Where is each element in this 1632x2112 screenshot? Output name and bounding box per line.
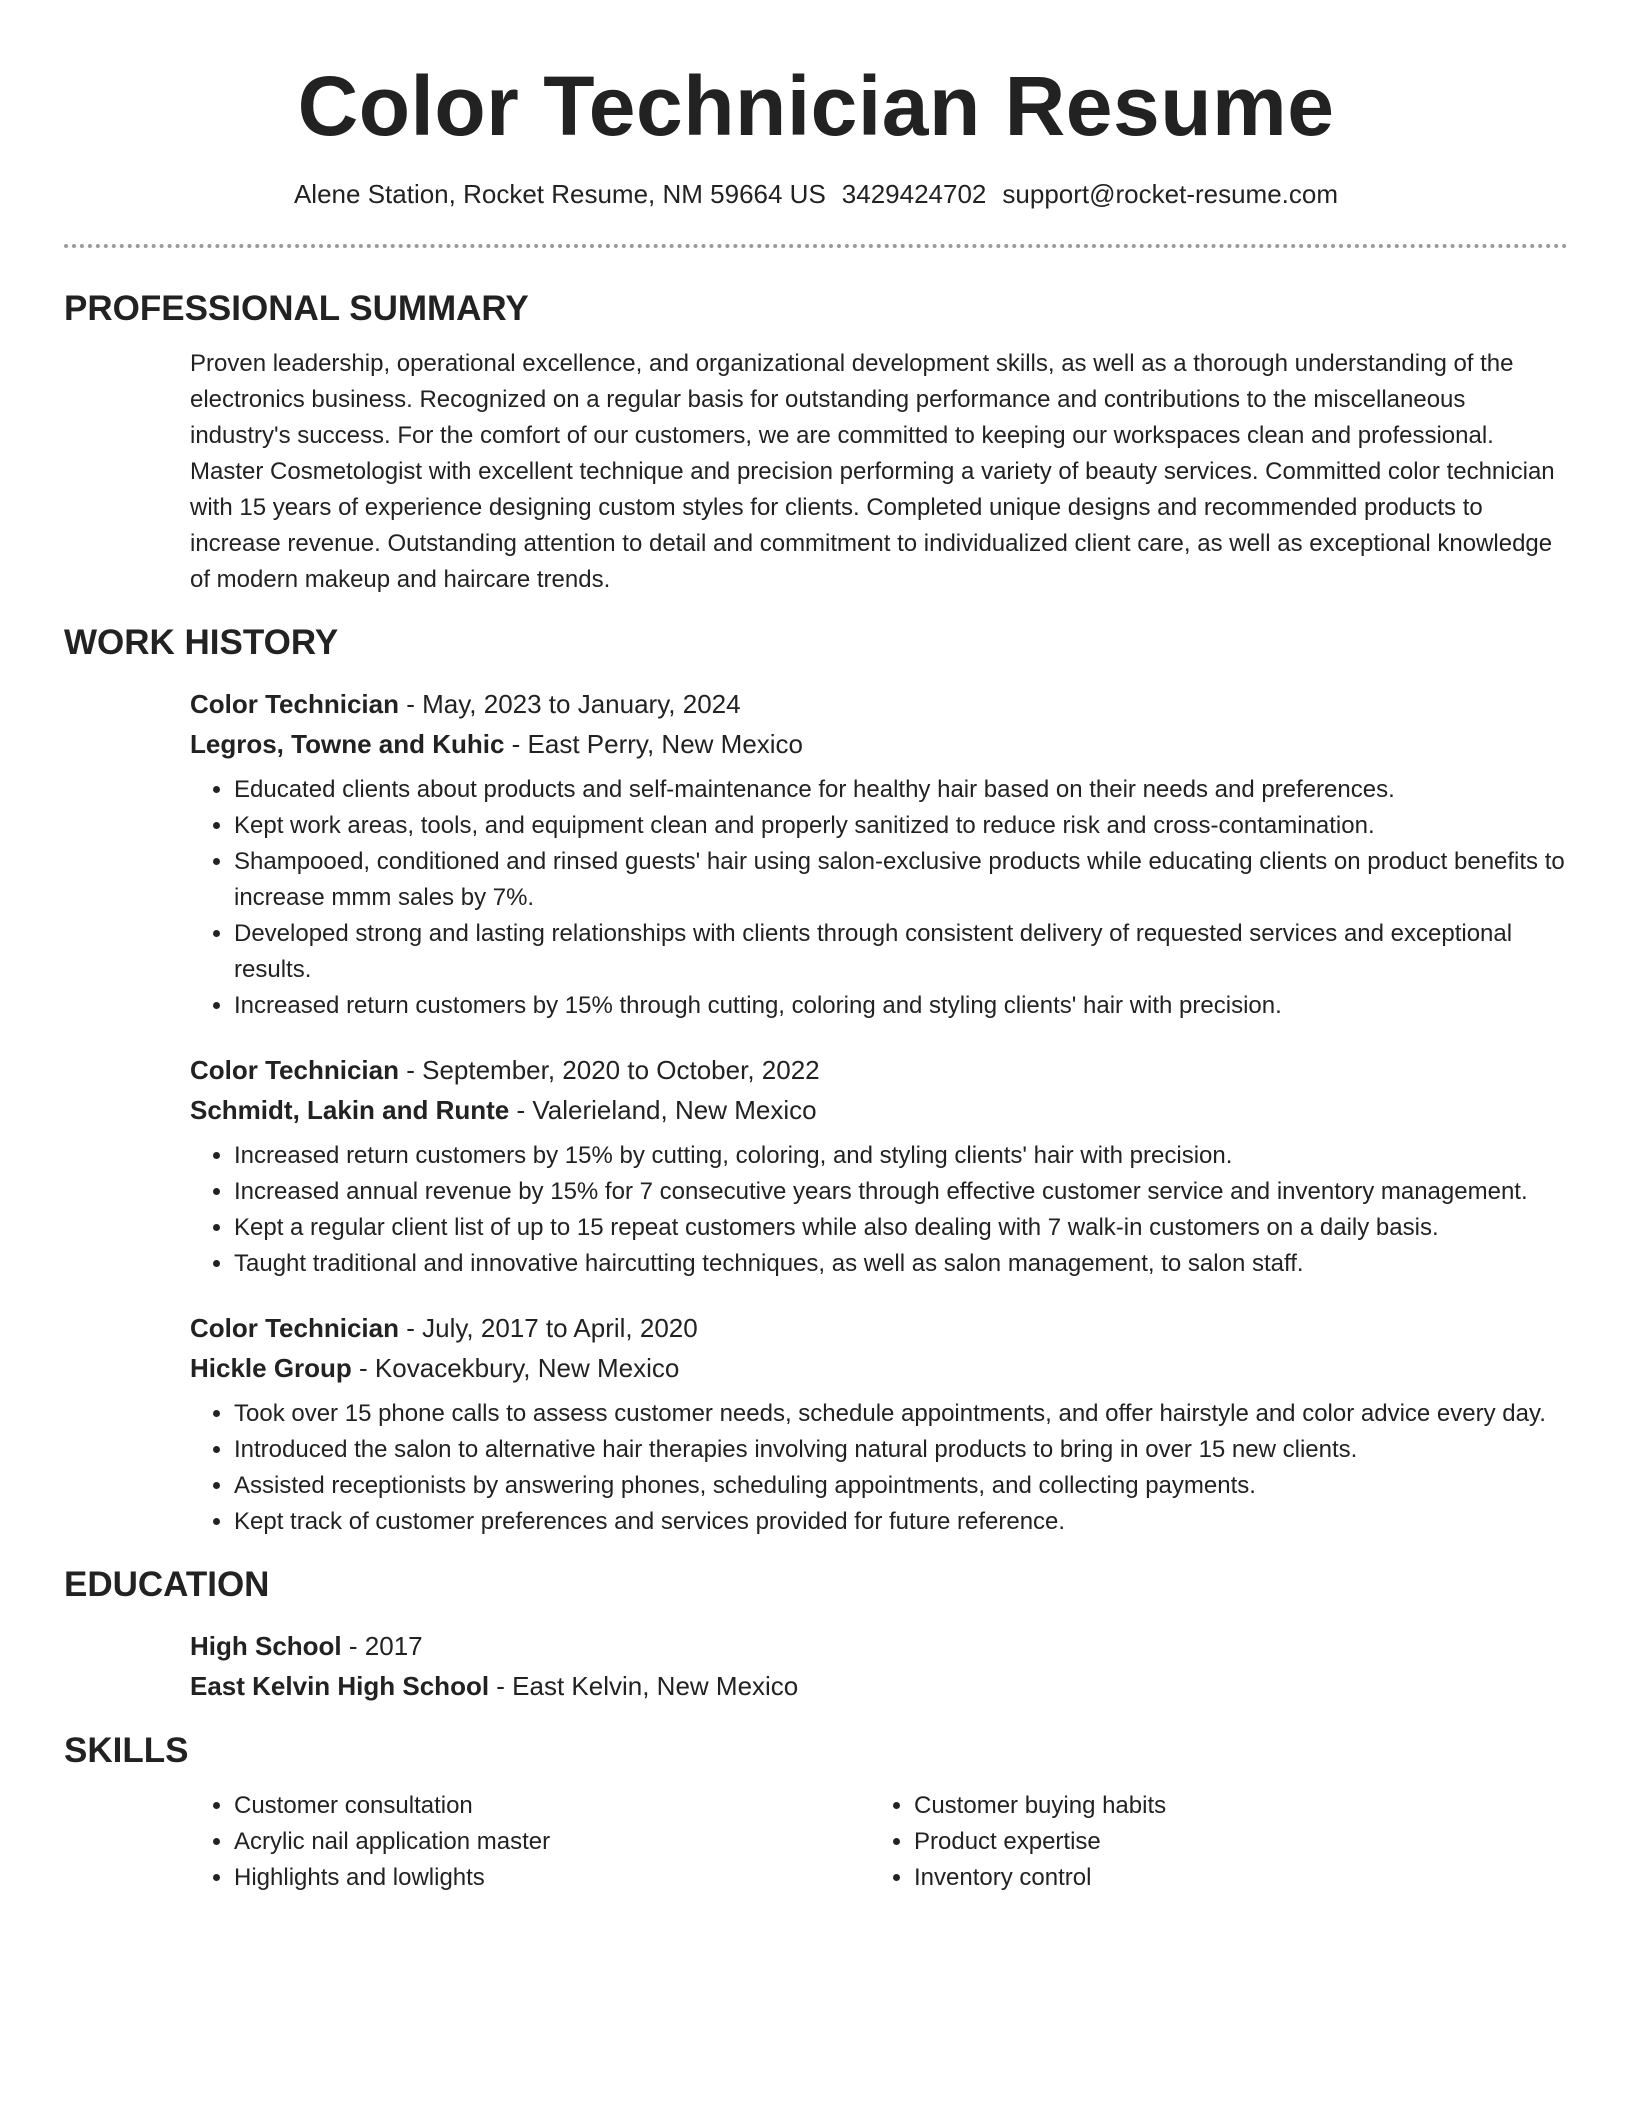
skills-grid: [190, 1788, 1568, 1896]
education-degree: High School: [190, 1631, 342, 1661]
education-heading: EDUCATION: [64, 1565, 270, 1604]
education-degree-line: [190, 1626, 1568, 1666]
job-title: Color Technician: [190, 1055, 399, 1085]
job-bullets: [190, 772, 1568, 1024]
job-company: Legros, Towne and Kuhic: [190, 729, 505, 759]
job-bullet: • Shampooed, conditioned and rinsed guests' hair using salon-exclusive products while educating clients on product benefits to increase mmm sales by 7%.: [234, 844, 1568, 916]
job-bullet: • Introduced the salon to alternative hair therapies involving natural products to bring in over 15 new clients.: [234, 1432, 1568, 1468]
job-bullet: • Increased return customers by 15% by cutting, coloring, and styling clients' hair with precision.: [234, 1138, 1568, 1174]
job-title: Color Technician: [190, 1313, 399, 1343]
contact-email: support@rocket-resume.com: [1002, 179, 1339, 209]
job-company: Hickle Group: [190, 1353, 352, 1383]
job-bullet: • Educated clients about products and self-maintenance for healthy hair based on their needs and preferences.: [234, 772, 1568, 808]
education-school-line: [190, 1666, 1568, 1706]
job-bullet: • Developed strong and lasting relationships with clients through consistent delivery of requested services and exceptional results.: [234, 916, 1568, 988]
job-company-line: [190, 724, 1568, 764]
skill-item: • Inventory control: [914, 1860, 1550, 1896]
resume-title: Color Technician Resume: [297, 59, 1335, 153]
contact-address: Alene Station, Rocket Resume, NM 59664 US: [293, 179, 826, 209]
education-year: - 2017: [341, 1631, 423, 1661]
job-dates: - May, 2023 to January, 2024: [399, 689, 741, 719]
job-title-line: [190, 684, 1568, 724]
education-location: - East Kelvin, New Mexico: [489, 1671, 799, 1701]
job-dates: - July, 2017 to April, 2020: [399, 1313, 698, 1343]
skills-column-left: [190, 1788, 870, 1896]
job-bullet: • Assisted receptionists by answering phones, scheduling appointments, and collecting payments.: [234, 1468, 1568, 1504]
job-entry: [190, 684, 1568, 1024]
summary-section: [190, 346, 1568, 598]
job-bullet: • Kept a regular client list of up to 15 repeat customers while also dealing with 7 walk-in customers on a daily basis.: [234, 1210, 1568, 1246]
job-dates: - September, 2020 to October, 2022: [399, 1055, 820, 1085]
job-title-line: [190, 1050, 1568, 1090]
summary-heading: PROFESSIONAL SUMMARY: [64, 289, 529, 328]
resume-page: [64, 0, 1568, 1896]
job-bullet: • Increased return customers by 15% through cutting, coloring and styling clients' hair with precision.: [234, 988, 1568, 1024]
work-history-section: [190, 684, 1568, 1540]
job-bullets: [190, 1396, 1568, 1540]
skill-item: • Product expertise: [914, 1824, 1550, 1860]
job-bullet: • Taught traditional and innovative haircutting techniques, as well as salon management, to salon staff.: [234, 1246, 1568, 1282]
job-location: - Valerieland, New Mexico: [509, 1095, 817, 1125]
work-history-heading: WORK HISTORY: [64, 623, 339, 662]
skills-heading: SKILLS: [64, 1731, 189, 1770]
summary-text: Proven leadership, operational excellence, and organizational development skills, as well as a thorough understanding of the electronics business. Recognized on a regular basis for outstanding performance and contributions to the miscellaneous industry's success. For the comfort of our customers, we are committed to keeping our workspaces clean and professional. Master Cosmetologist with excellent technique and precision performing a variety of beauty services. Committed color technician with 15 years of experience designing custom styles for clients. Completed unique designs and recommended products to increase revenue. Outstanding attention to detail and commitment to individualized client care, as well as exceptional knowledge of modern makeup and haircare trends.: [190, 350, 1555, 593]
skill-item: • Customer consultation: [234, 1788, 870, 1824]
job-location: - Kovacekbury, New Mexico: [351, 1353, 680, 1383]
job-bullet: • Kept track of customer preferences and services provided for future reference.: [234, 1504, 1568, 1540]
skill-item: • Acrylic nail application master: [234, 1824, 870, 1860]
job-location: - East Perry, New Mexico: [504, 729, 804, 759]
education-section: [190, 1626, 1568, 1706]
job-company: Schmidt, Lakin and Runte: [190, 1095, 510, 1125]
education-school: East Kelvin High School: [190, 1671, 490, 1701]
header-divider: [64, 244, 1568, 248]
job-bullet: • Kept work areas, tools, and equipment clean and properly sanitized to reduce risk and cross-contamination.: [234, 808, 1568, 844]
job-bullet: • Increased annual revenue by 15% for 7 consecutive years through effective customer service and inventory management.: [234, 1174, 1568, 1210]
contact-line: [64, 178, 1568, 210]
skills-column-right: [870, 1788, 1550, 1896]
skill-item: • Highlights and lowlights: [234, 1860, 870, 1896]
job-company-line: [190, 1348, 1568, 1388]
skill-item: • Customer buying habits: [914, 1788, 1550, 1824]
job-entry: [190, 1308, 1568, 1540]
job-title-line: [190, 1308, 1568, 1348]
job-title: Color Technician: [190, 689, 399, 719]
job-bullets: [190, 1138, 1568, 1282]
contact-phone: 3429424702: [841, 179, 987, 209]
job-company-line: [190, 1090, 1568, 1130]
skills-section: [190, 1788, 1568, 1896]
job-entry: [190, 1050, 1568, 1282]
job-bullet: • Took over 15 phone calls to assess customer needs, schedule appointments, and offer hairstyle and color advice every day.: [234, 1396, 1568, 1432]
